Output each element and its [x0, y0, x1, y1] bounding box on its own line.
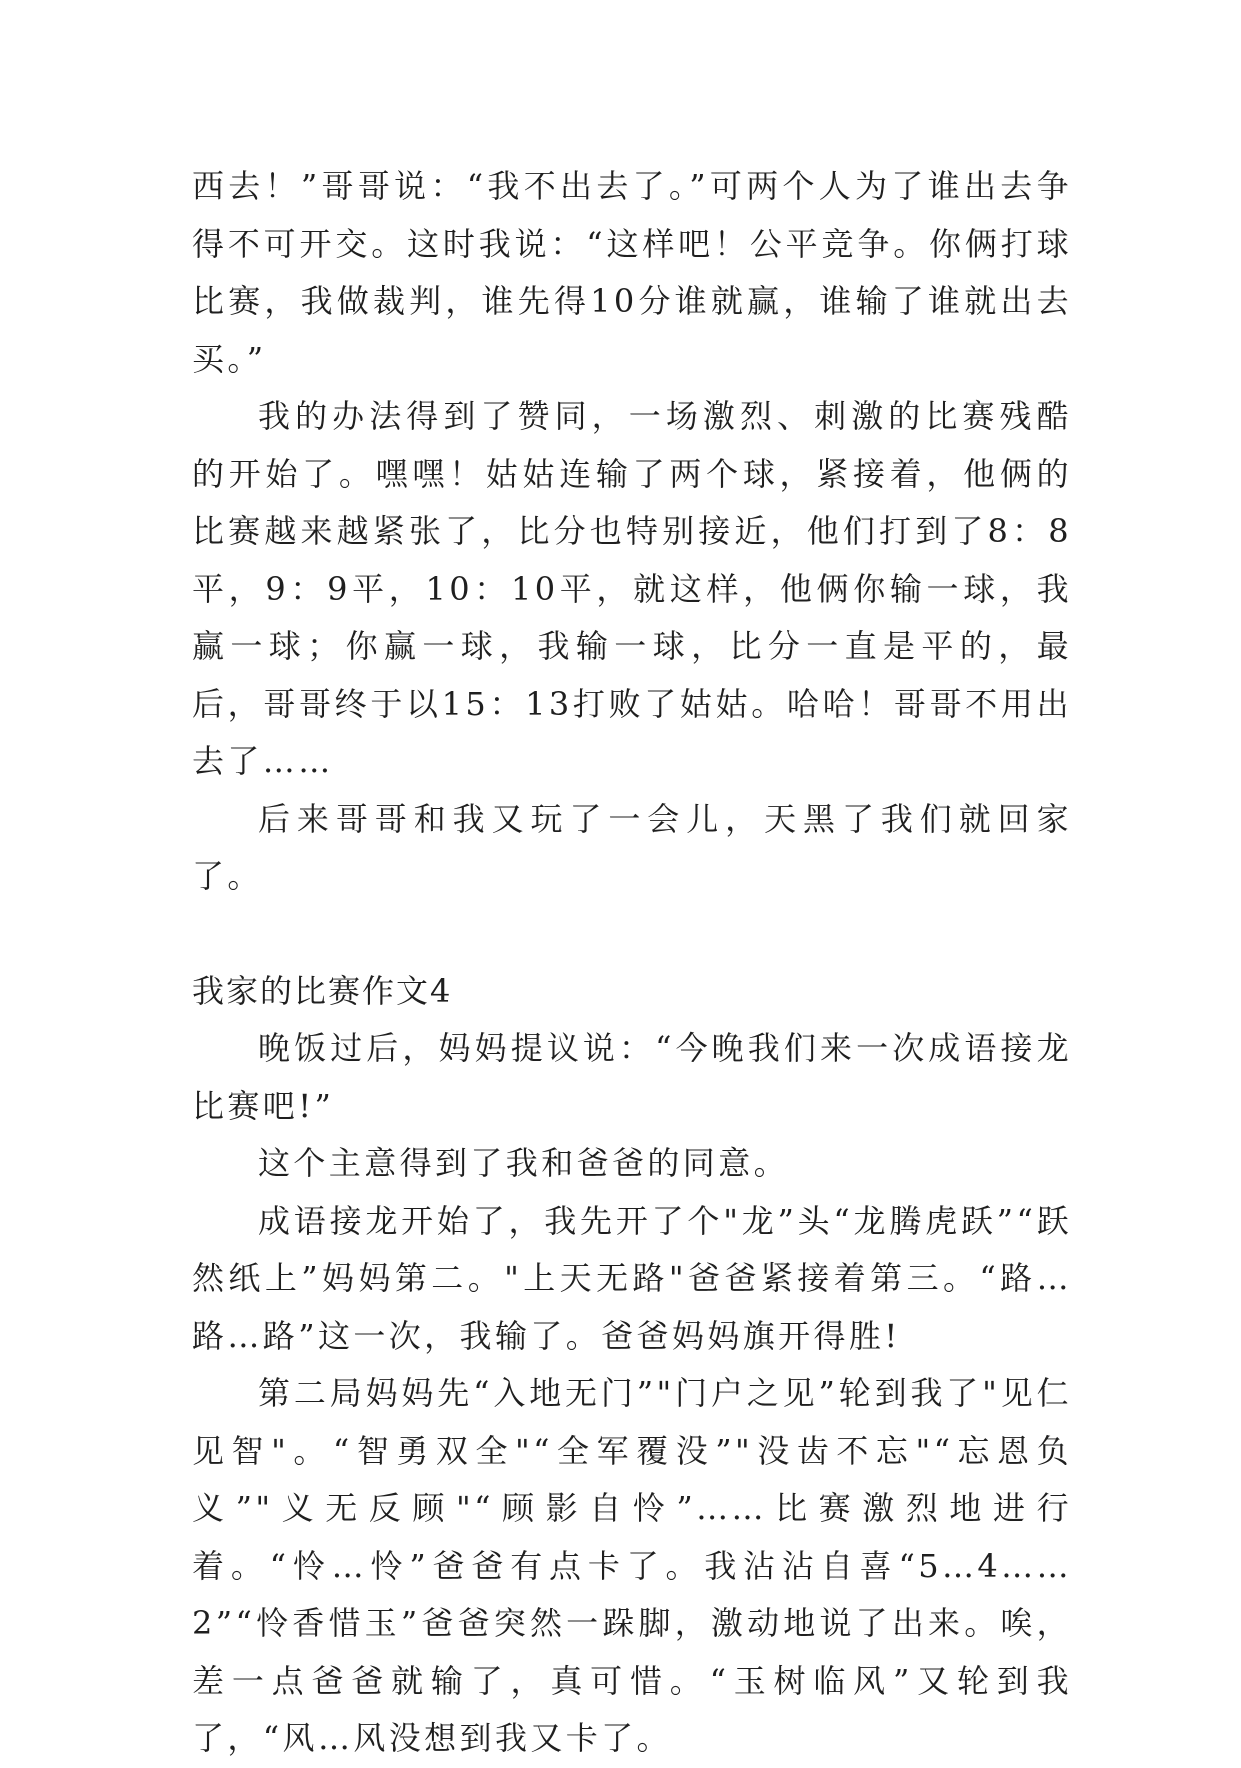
paragraph-3: 后来哥哥和我又玩了一会儿，天黑了我们就回家了。 [192, 799, 1072, 895]
section-title: 我家的比赛作文4 [192, 971, 453, 1010]
paragraph-2: 我的办法得到了赞同，一场激烈、刺激的比赛残酷的开始了。嘿嘿！姑姑连输了两个球，紧接着，他俩的比赛越来越紧张了，比分也特别接近，他们打到了8：8平，9：9平，10：10平，就这样，他俩你输一球，我赢一球；你赢一球，我输一球，比分一直是平的，最后，哥哥终于以15：13打败了姑姑。哈哈！哥哥不用出去了…… [192, 397, 1072, 780]
paragraph-5: 这个主意得到了我和爸爸的同意。 [258, 1144, 790, 1182]
paragraph-7: 第二局妈妈先“入地无门”"门户之见”轮到我了"见仁见智"。“智勇双全"“全军覆没”"没齿不忘"“忘恩负义”"义无反顾"“顾影自怜”……比赛激烈地进行着。“怜…怜”爸爸有点卡了。我沾沾自喜“5…4……2”“怜香惜玉”爸爸突然一跺脚，激动地说了出来。唉，差一点爸爸就输了，真可惜。“玉树临风”又轮到我了，“风…风没想到我又卡了。 [192, 1374, 1072, 1757]
paragraph-4: 晚饭过后，妈妈提议说：“今晚我们来一次成语接龙比赛吧!” [192, 1029, 1072, 1125]
paragraph-6: 成语接龙开始了，我先开了个"龙”头“龙腾虎跃”“跃然纸上”妈妈第二。"上天无路"爸爸紧接着第三。“路…路…路”这一次，我输了。爸爸妈妈旗开得胜! [192, 1201, 1072, 1355]
paragraph-1: 西去！”哥哥说：“我不出去了。”可两个人为了谁出去争得不可开交。这时我说：“这样吧！公平竞争。你俩打球比赛，我做裁判，谁先得10分谁就赢，谁输了谁就出去买。” [192, 167, 1072, 378]
document-body [192, 158, 1072, 1768]
